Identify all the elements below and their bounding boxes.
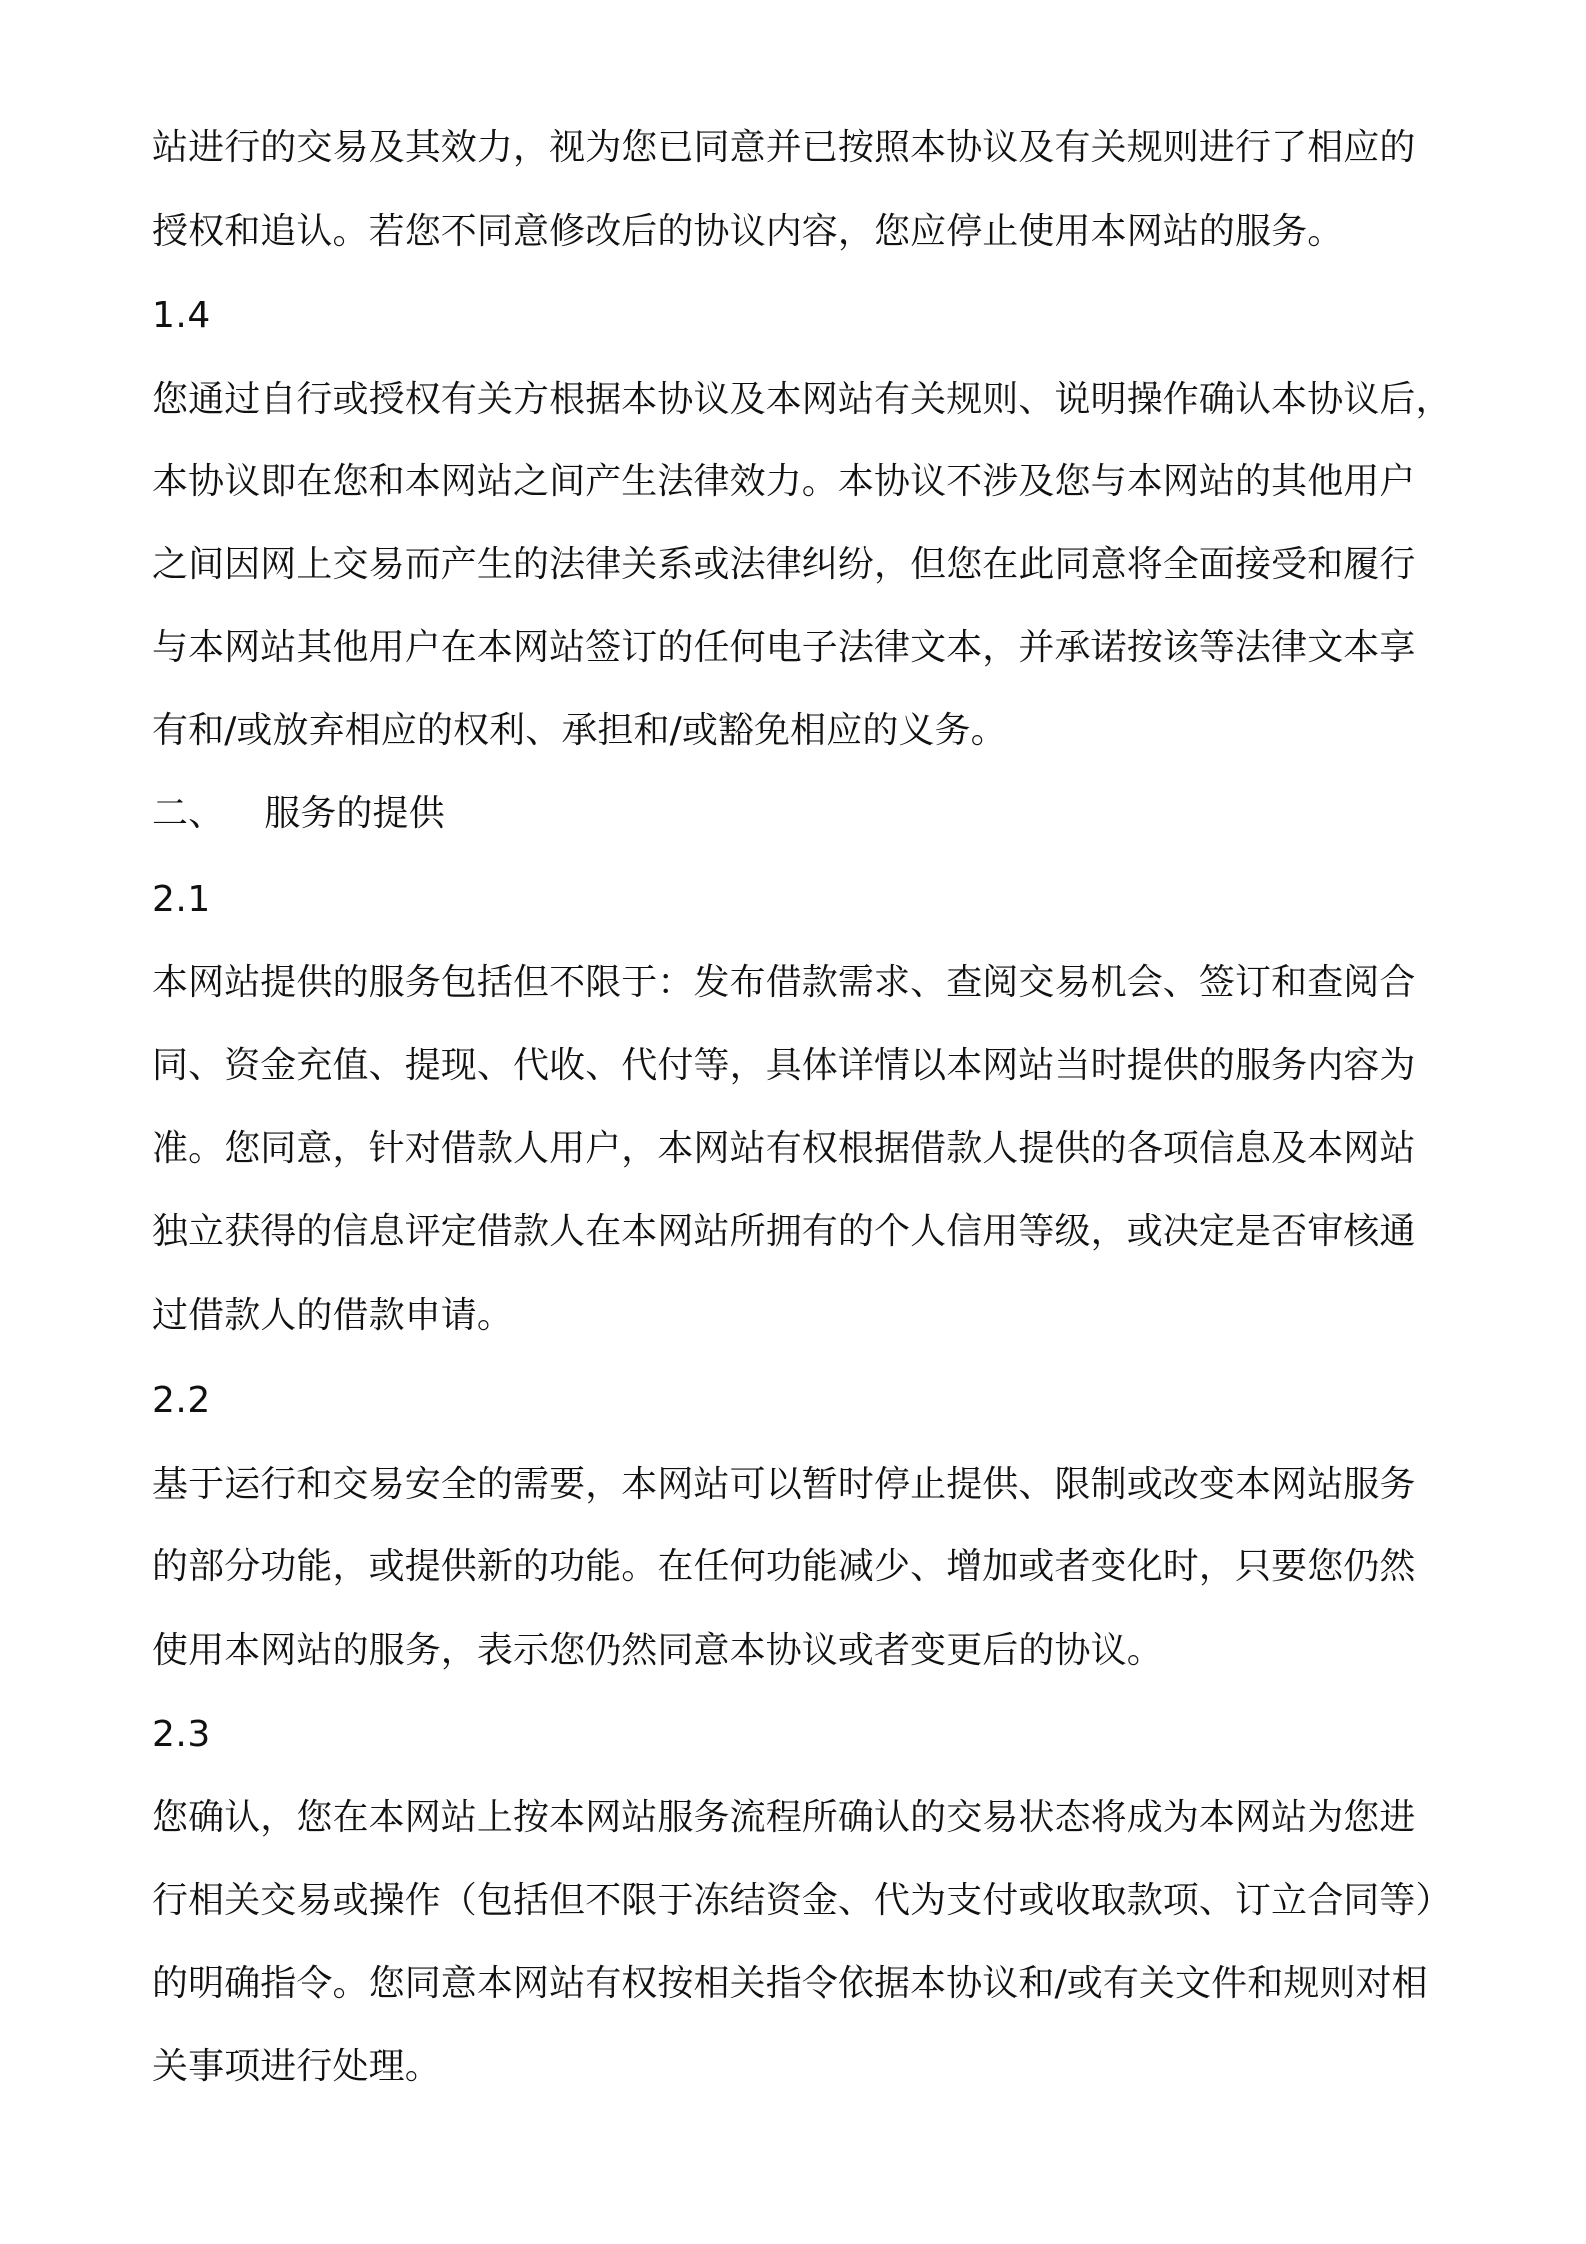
text-line: 准。您同意，针对借款人用户，本网站有权根据借款人提供的各项信息及本网站 — [152, 1128, 1416, 1169]
section-heading — [152, 794, 445, 834]
section-title: 服务的提供 — [264, 793, 445, 834]
section-ordinal: 二、 — [152, 793, 225, 834]
clause-number: 2.3 — [152, 1714, 211, 1755]
text-line: 您确认，您在本网站上按本网站服务流程所确认的交易状态将成为本网站为您进 — [152, 1797, 1416, 1838]
text-line: 使用本网站的服务，表示您仍然同意本协议或者变更后的协议。 — [152, 1630, 1163, 1671]
clause-number: 1.4 — [152, 295, 211, 336]
text-line: 本网站提供的服务包括但不限于：发布借款需求、查阅交易机会、签订和查阅合 — [152, 962, 1416, 1003]
text-line: 的部分功能，或提供新的功能。在任何功能减少、增加或者变化时，只要您仍然 — [152, 1546, 1416, 1587]
text-line: 本协议即在您和本网站之间产生法律效力。本协议不涉及您与本网站的其他用户 — [152, 461, 1416, 502]
text-line: 您通过自行或授权有关方根据本协议及本网站有关规则、说明操作确认本协议后， — [152, 379, 1452, 420]
text-line: 的明确指令。您同意本网站有权按相关指令依据本协议和/或有关文件和规则对相 — [152, 1963, 1428, 2004]
clause-number: 2.2 — [152, 1380, 211, 1421]
text-line: 有和/或放弃相应的权利、承担和/或豁免相应的义务。 — [152, 710, 1007, 751]
text-line: 关事项进行处理。 — [152, 2046, 441, 2087]
text-line: 与本网站其他用户在本网站签订的任何电子法律文本，并承诺按该等法律文本享 — [152, 627, 1416, 668]
clause-number: 2.1 — [152, 879, 211, 920]
text-line: 过借款人的借款申请。 — [152, 1295, 514, 1336]
text-line: 基于运行和交易安全的需要，本网站可以暂时停止提供、限制或改变本网站服务 — [152, 1464, 1416, 1505]
text-line: 同、资金充值、提现、代收、代付等，具体详情以本网站当时提供的服务内容为 — [152, 1045, 1416, 1086]
text-line: 独立获得的信息评定借款人在本网站所拥有的个人信用等级，或决定是否审核通 — [152, 1211, 1416, 1252]
text-line: 站进行的交易及其效力，视为您已同意并已按照本协议及有关规则进行了相应的 — [152, 127, 1416, 168]
text-line: 之间因网上交易而产生的法律关系或法律纠纷，但您在此同意将全面接受和履行 — [152, 544, 1416, 585]
text-line: 行相关交易或操作（包括但不限于冻结资金、代为支付或收取款项、订立合同等） — [152, 1880, 1452, 1921]
text-line: 授权和追认。若您不同意修改后的协议内容，您应停止使用本网站的服务。 — [152, 211, 1344, 252]
